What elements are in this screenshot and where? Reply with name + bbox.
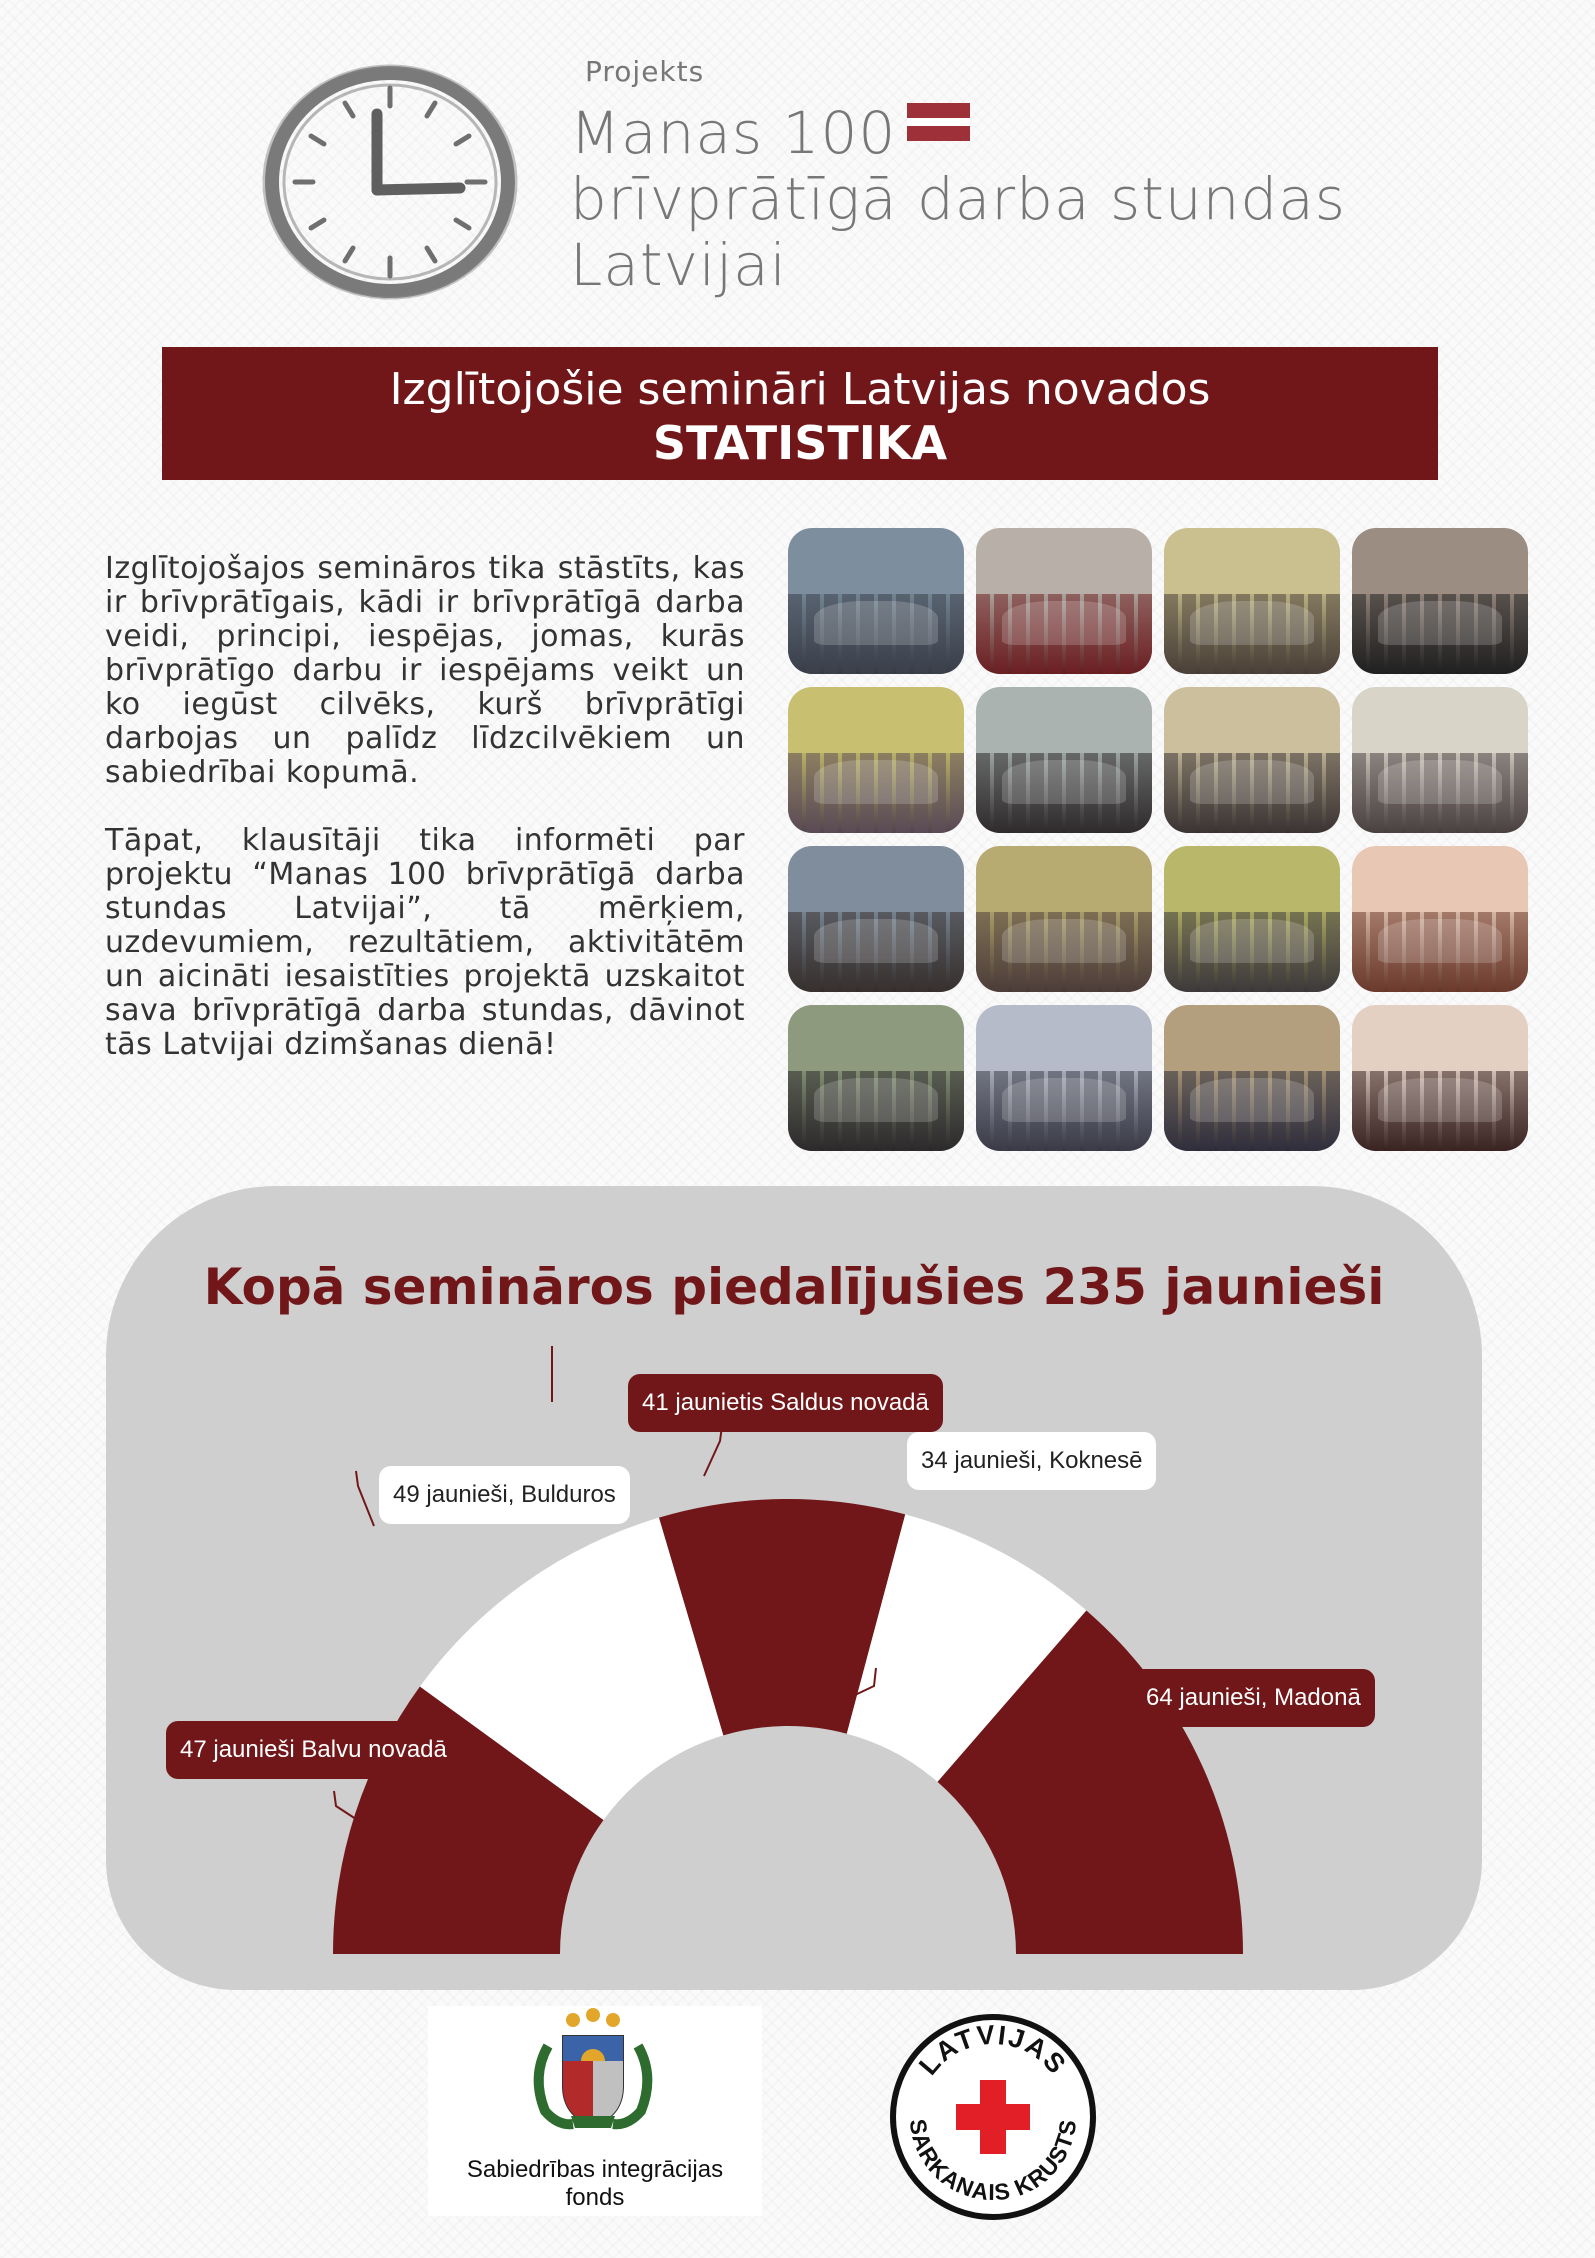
seminar-photo: [1164, 846, 1340, 992]
red-cross-logo: [888, 2012, 1098, 2222]
seminar-photo: [1352, 1005, 1528, 1151]
sif-logo: [428, 2006, 762, 2216]
seminar-photo: [976, 528, 1152, 674]
photo-detail-shape: [814, 760, 937, 804]
photo-detail-shape: [1190, 919, 1313, 963]
banner-subtitle: Izglītojošie semināri Latvijas novados: [389, 364, 1211, 415]
lsk-text-bottom: SARKANAIS KRUSTS: [904, 2117, 1082, 2206]
photo-grid: [788, 528, 1530, 1154]
seminar-photo: [976, 687, 1152, 833]
photo-detail-shape: [1378, 1078, 1501, 1122]
photo-detail-shape: [1002, 601, 1125, 645]
photo-detail-shape: [814, 601, 937, 645]
photo-detail-shape: [1378, 919, 1501, 963]
participants-half-donut-chart: [106, 1186, 1482, 1990]
seminar-photo: [1352, 846, 1528, 992]
photo-detail-shape: [1190, 760, 1313, 804]
seminar-photo: [1164, 528, 1340, 674]
intro-paragraph-2: Tāpat, klausītāji tika informēti par projektu “Manas 100 brīvprātīgā darba stundas Latvijai”, tā mērķiem, uzdevumiem, rezultātiem, aktivitātēm un aicināti iesaistīties projektā uzskaitot sava brīvprātīgā darba stundas, dāvinot tās Latvijai dzimšanas dienā!: [105, 823, 745, 1062]
seminar-photo: [1352, 528, 1528, 674]
project-label: Projekts: [585, 55, 705, 88]
sif-name-line-2: fonds: [565, 2184, 625, 2211]
photo-detail-shape: [1378, 601, 1501, 645]
seminar-photo: [788, 528, 964, 674]
sif-name-line-1: Sabiedrības integrācijas: [466, 2156, 724, 2183]
project-title-line-1: Manas 100: [570, 99, 897, 167]
photo-detail-shape: [1378, 760, 1501, 804]
photo-detail-shape: [814, 1078, 937, 1122]
stats-heading: Kopā semināros piedalījušies 235 jaunieši: [203, 1258, 1385, 1316]
callout-saldus: 41 jaunietis Saldus novadā: [628, 1374, 943, 1432]
sif-name: [428, 2156, 762, 2212]
title-banner: [162, 347, 1438, 480]
callout-koknese: 34 jaunieši, Koknesē: [907, 1432, 1156, 1490]
coat-of-arms-icon: [523, 2006, 663, 2136]
banner-title: STATISTIKA: [652, 416, 948, 470]
seminar-photo: [788, 687, 964, 833]
clock-icon: [255, 58, 525, 306]
intro-paragraph-1: Izglītojošajos semināros tika stāstīts, kas ir brīvprātīgais, kādi ir brīvprātīgā darba veidi, principi, iespējas, jomas, kurās brīvprātīgo darbu ir iespējams veikt un ko iegūst cilvēks, kurš brīvprātīgi darbojas un palīdz līdzcilvēkiem un sabiedrībai kopumā.: [105, 551, 745, 790]
callout-madona: 64 jaunieši, Madonā: [1132, 1669, 1375, 1727]
project-title-line-2: brīvprātīgā darba stundas: [570, 165, 1346, 233]
photo-detail-shape: [1002, 919, 1125, 963]
lsk-text-top: LATVIJAS: [913, 2019, 1073, 2081]
photo-detail-shape: [1190, 601, 1313, 645]
leader-line-koknese: [704, 1426, 722, 1476]
leader-line-bulduros: [356, 1471, 374, 1526]
project-title: [570, 100, 1430, 298]
seminar-photo: [1164, 1005, 1340, 1151]
callout-bulduros: 49 jaunieši, Bulduros: [379, 1466, 630, 1524]
project-title-line-3: Latvijai: [570, 231, 787, 299]
latvian-flag-icon: [907, 103, 970, 141]
seminar-photo: [788, 1005, 964, 1151]
photo-detail-shape: [1002, 1078, 1125, 1122]
photo-detail-shape: [1190, 1078, 1313, 1122]
seminar-photo: [1352, 687, 1528, 833]
seminar-photo: [976, 1005, 1152, 1151]
seminar-photo: [976, 846, 1152, 992]
seminar-photo: [1164, 687, 1340, 833]
photo-detail-shape: [814, 919, 937, 963]
callout-balvu: 47 jaunieši Balvu novadā: [166, 1721, 461, 1779]
photo-detail-shape: [1002, 760, 1125, 804]
seminar-photo: [788, 846, 964, 992]
